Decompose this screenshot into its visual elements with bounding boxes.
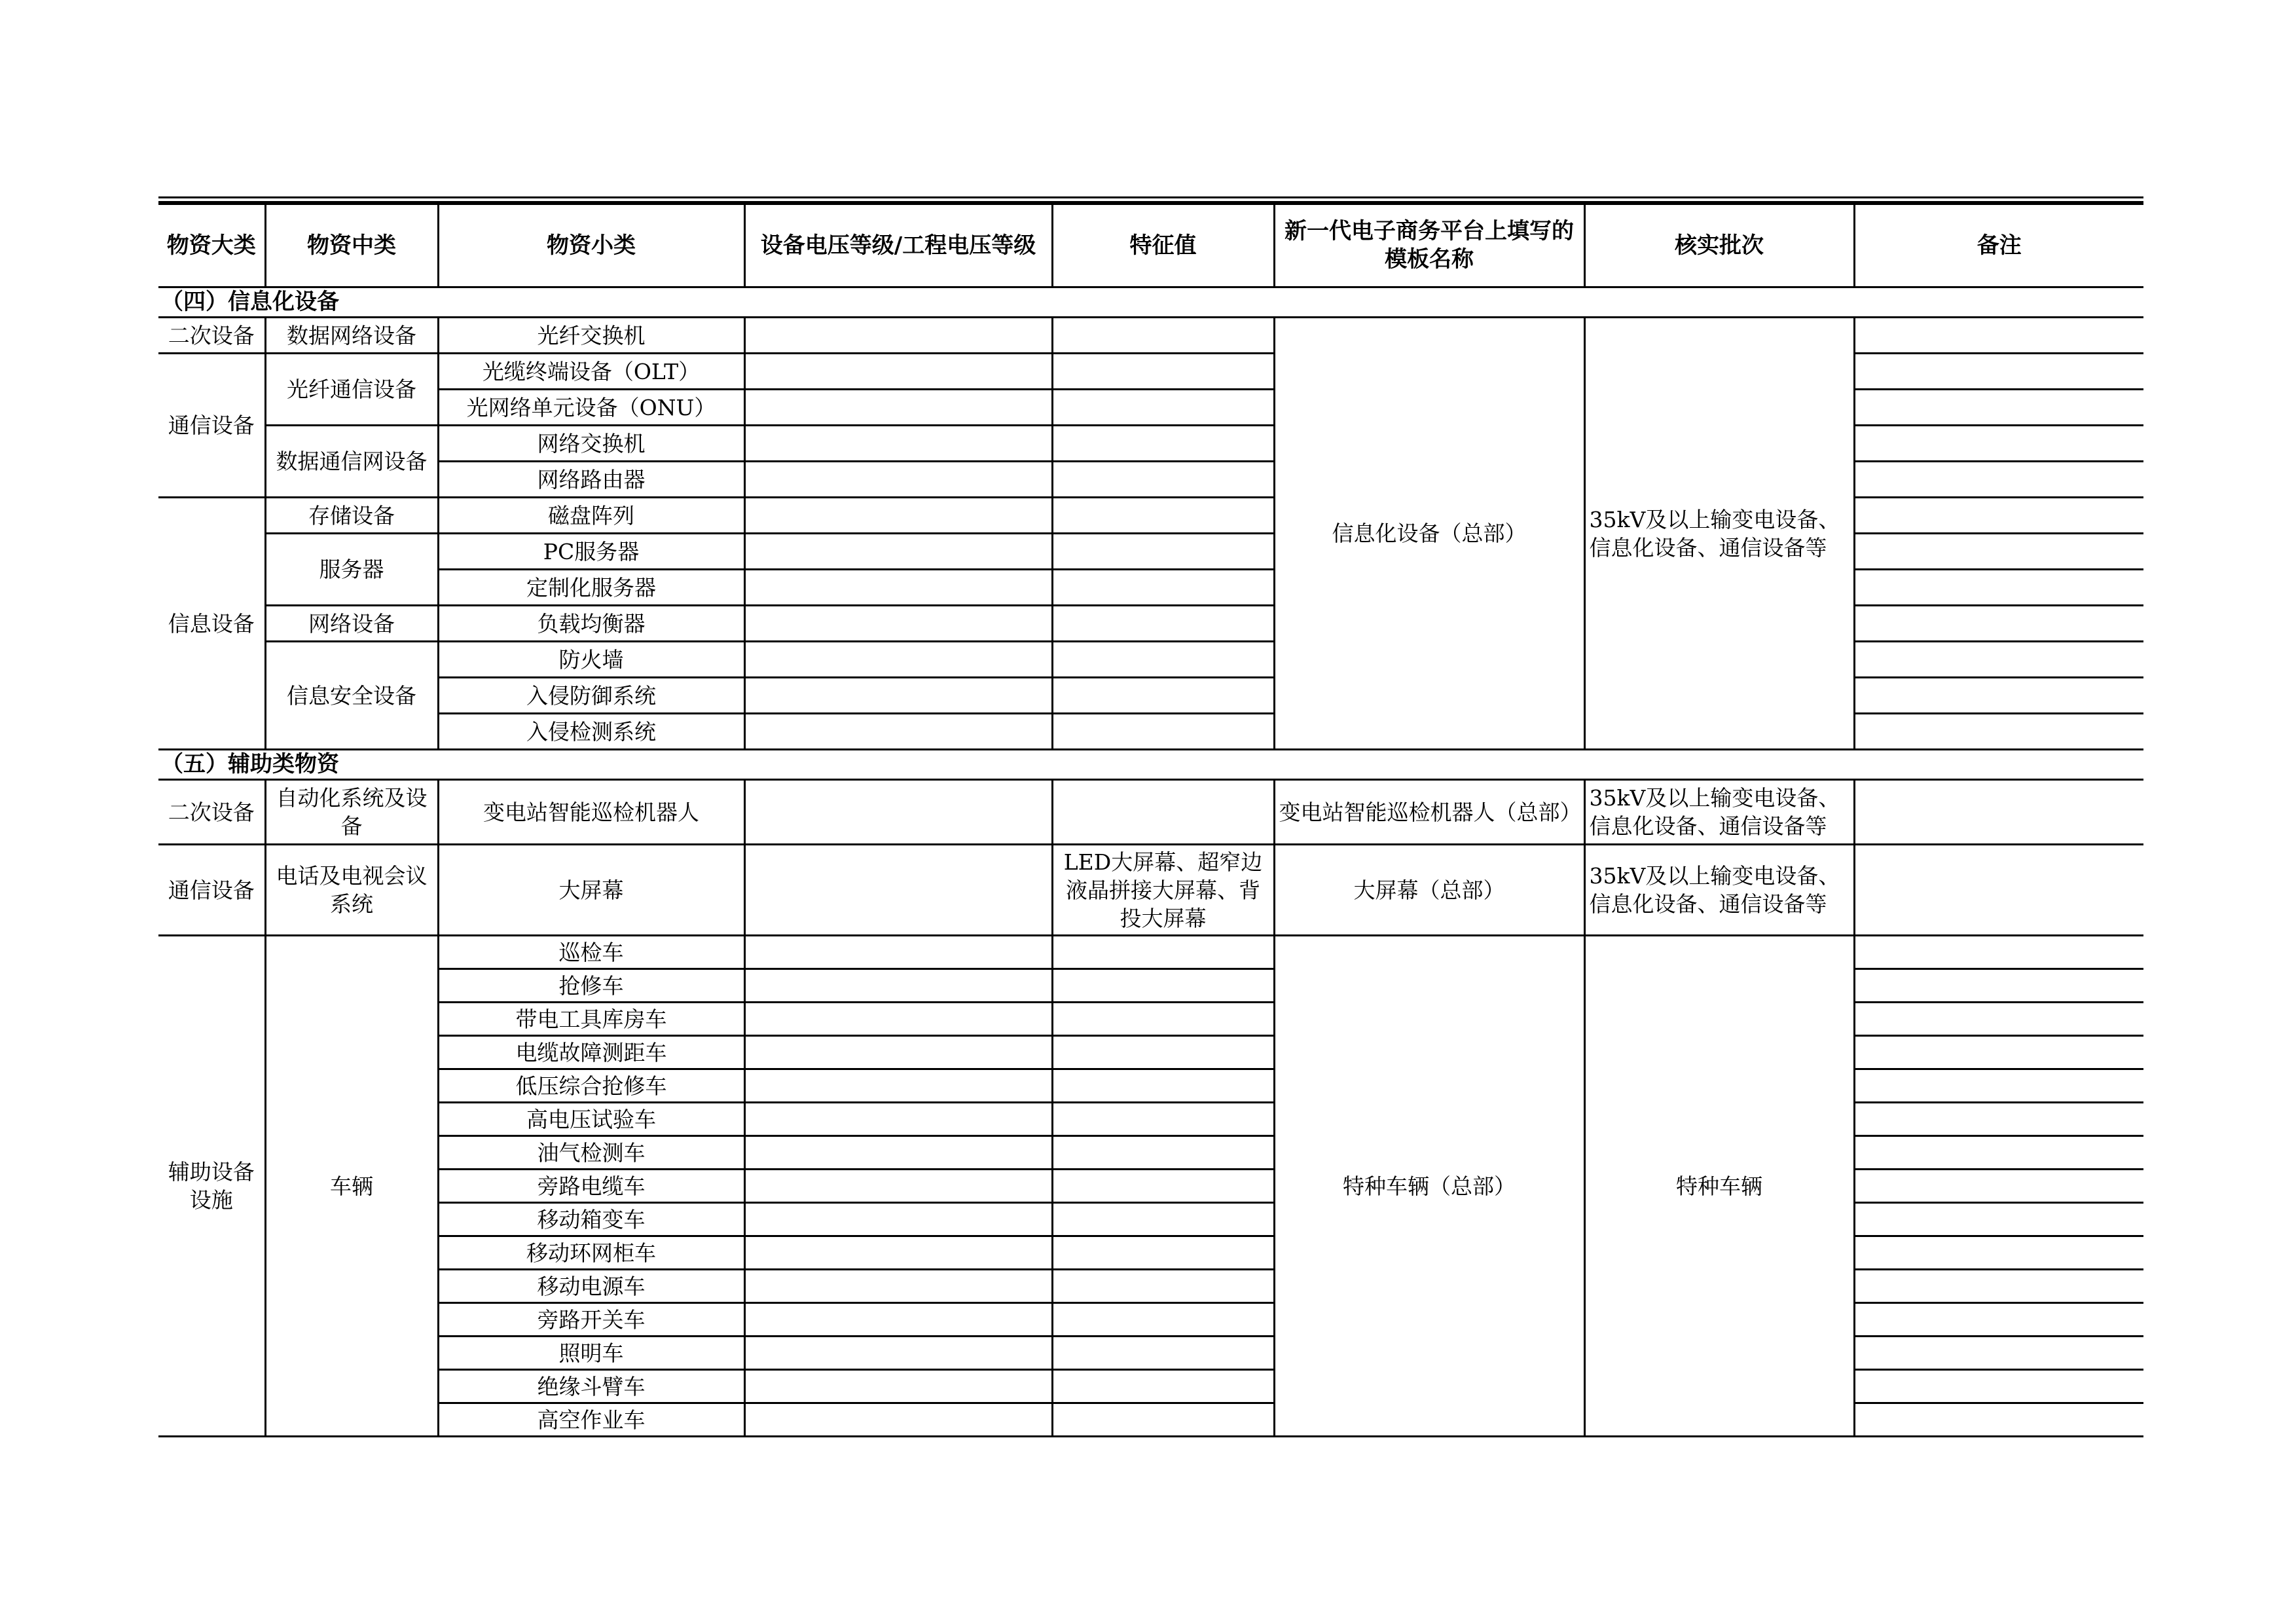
remark-cell[interactable] [1854, 1270, 2143, 1303]
minor-cell: 移动环网柜车 [438, 1236, 744, 1270]
section-title-5: （五）辅助类物资 [158, 750, 2143, 780]
major-cell: 辅助设备设施 [158, 936, 265, 1437]
remark-cell[interactable] [1854, 1136, 2143, 1170]
mid-cell: 存储设备 [265, 498, 438, 534]
template-cell: 信息化设备（总部） [1274, 318, 1584, 750]
template-cell: 特种车辆（总部） [1274, 936, 1584, 1437]
major-cell: 通信设备 [158, 845, 265, 936]
voltage-cell[interactable] [744, 498, 1052, 534]
mid-cell: 数据网络设备 [265, 318, 438, 354]
voltage-cell[interactable] [744, 1170, 1052, 1203]
batch-cell: 特种车辆 [1584, 936, 1854, 1437]
voltage-cell[interactable] [744, 936, 1052, 969]
voltage-cell[interactable] [744, 969, 1052, 1003]
remark-cell[interactable] [1854, 1036, 2143, 1069]
mid-cell: 车辆 [265, 936, 438, 1437]
remark-cell[interactable] [1854, 1003, 2143, 1036]
table-row [158, 845, 2143, 936]
feature-cell[interactable] [1052, 1103, 1274, 1136]
voltage-cell[interactable] [744, 1103, 1052, 1136]
voltage-cell[interactable] [744, 1036, 1052, 1069]
remark-cell[interactable] [1854, 1170, 2143, 1203]
header-voltage: 设备电压等级/工程电压等级 [744, 204, 1052, 287]
minor-cell: 带电工具库房车 [438, 1003, 744, 1036]
minor-cell: 大屏幕 [438, 845, 744, 936]
feature-cell[interactable] [1052, 1069, 1274, 1103]
minor-cell: 旁路开关车 [438, 1303, 744, 1337]
minor-cell: 移动箱变车 [438, 1203, 744, 1236]
minor-cell: 光缆终端设备（OLT） [438, 354, 744, 390]
minor-cell: 巡检车 [438, 936, 744, 969]
mid-cell: 数据通信网设备 [265, 426, 438, 498]
header-feature: 特征值 [1052, 204, 1274, 287]
remark-cell[interactable] [1854, 936, 2143, 969]
batch-cell: 35kV及以上输变电设备、信息化设备、通信设备等 [1584, 845, 1854, 936]
feature-cell[interactable] [1052, 642, 1274, 678]
section-row [158, 287, 2143, 318]
feature-cell[interactable] [1052, 1136, 1274, 1170]
voltage-cell[interactable] [744, 534, 1052, 570]
remark-cell[interactable] [1854, 1303, 2143, 1337]
minor-cell: 照明车 [438, 1337, 744, 1370]
feature-cell[interactable] [1052, 498, 1274, 534]
feature-cell[interactable] [1052, 714, 1274, 750]
voltage-cell[interactable] [744, 570, 1052, 606]
minor-cell: 防火墙 [438, 642, 744, 678]
feature-cell[interactable] [1052, 1170, 1274, 1203]
voltage-cell[interactable] [744, 1370, 1052, 1403]
feature-cell[interactable] [1052, 780, 1274, 845]
minor-cell: 网络路由器 [438, 462, 744, 498]
remark-cell[interactable] [1854, 426, 2143, 462]
material-table-sheet [158, 196, 2143, 1437]
minor-cell: 移动电源车 [438, 1270, 744, 1303]
mid-cell: 服务器 [265, 534, 438, 606]
major-cell: 二次设备 [158, 318, 265, 354]
minor-cell: 高空作业车 [438, 1403, 744, 1437]
voltage-cell[interactable] [744, 606, 1052, 642]
minor-cell: 入侵防御系统 [438, 678, 744, 714]
remark-cell[interactable] [1854, 1203, 2143, 1236]
feature-cell[interactable] [1052, 1036, 1274, 1069]
batch-cell: 35kV及以上输变电设备、信息化设备、通信设备等 [1584, 780, 1854, 845]
header-batch: 核实批次 [1584, 204, 1854, 287]
feature-cell[interactable] [1052, 1203, 1274, 1236]
minor-cell: 油气检测车 [438, 1136, 744, 1170]
voltage-cell[interactable] [744, 390, 1052, 426]
feature-cell[interactable] [1052, 606, 1274, 642]
remark-cell[interactable] [1854, 642, 2143, 678]
remark-cell[interactable] [1854, 570, 2143, 606]
mid-cell: 信息安全设备 [265, 642, 438, 750]
remark-cell[interactable] [1854, 969, 2143, 1003]
voltage-cell[interactable] [744, 1069, 1052, 1103]
header-major: 物资大类 [158, 204, 265, 287]
remark-cell[interactable] [1854, 606, 2143, 642]
remark-cell[interactable] [1854, 318, 2143, 354]
template-cell: 变电站智能巡检机器人（总部） [1274, 780, 1584, 845]
remark-cell[interactable] [1854, 390, 2143, 426]
header-minor: 物资小类 [438, 204, 744, 287]
feature-cell[interactable] [1052, 1003, 1274, 1036]
feature-cell[interactable] [1052, 318, 1274, 354]
feature-cell[interactable] [1052, 462, 1274, 498]
minor-cell: 电缆故障测距车 [438, 1036, 744, 1069]
feature-cell[interactable] [1052, 936, 1274, 969]
voltage-cell[interactable] [744, 1136, 1052, 1170]
minor-cell: 网络交换机 [438, 426, 744, 462]
voltage-cell[interactable] [744, 426, 1052, 462]
feature-cell[interactable] [1052, 1370, 1274, 1403]
voltage-cell[interactable] [744, 354, 1052, 390]
minor-cell: 定制化服务器 [438, 570, 744, 606]
remark-cell[interactable] [1854, 462, 2143, 498]
material-classification-table [158, 203, 2143, 1437]
mid-cell: 光纤通信设备 [265, 354, 438, 426]
section-title-4: （四）信息化设备 [158, 287, 2143, 318]
remark-cell[interactable] [1854, 1236, 2143, 1270]
voltage-cell[interactable] [744, 1203, 1052, 1236]
voltage-cell[interactable] [744, 678, 1052, 714]
voltage-cell[interactable] [744, 642, 1052, 678]
remark-cell[interactable] [1854, 1103, 2143, 1136]
remark-cell[interactable] [1854, 354, 2143, 390]
table-row [158, 318, 2143, 354]
minor-cell: 变电站智能巡检机器人 [438, 780, 744, 845]
feature-cell[interactable] [1052, 1403, 1274, 1437]
remark-cell[interactable] [1854, 1069, 2143, 1103]
batch-cell: 35kV及以上输变电设备、信息化设备、通信设备等 [1584, 318, 1854, 750]
feature-cell[interactable] [1052, 1337, 1274, 1370]
remark-cell[interactable] [1854, 714, 2143, 750]
feature-cell[interactable] [1052, 426, 1274, 462]
template-cell: 大屏幕（总部） [1274, 845, 1584, 936]
feature-cell[interactable] [1052, 969, 1274, 1003]
header-mid: 物资中类 [265, 204, 438, 287]
remark-cell[interactable] [1854, 678, 2143, 714]
minor-cell: 光纤交换机 [438, 318, 744, 354]
feature-cell[interactable] [1052, 1236, 1274, 1270]
minor-cell: 绝缘斗臂车 [438, 1370, 744, 1403]
minor-cell: 负载均衡器 [438, 606, 744, 642]
mid-cell: 电话及电视会议系统 [265, 845, 438, 936]
voltage-cell[interactable] [744, 1337, 1052, 1370]
voltage-cell[interactable] [744, 1270, 1052, 1303]
minor-cell: 低压综合抢修车 [438, 1069, 744, 1103]
remark-cell[interactable] [1854, 845, 2143, 936]
remark-cell[interactable] [1854, 498, 2143, 534]
minor-cell: PC服务器 [438, 534, 744, 570]
feature-cell[interactable] [1052, 534, 1274, 570]
remark-cell[interactable] [1854, 1370, 2143, 1403]
header-template: 新一代电子商务平台上填写的模板名称 [1274, 204, 1584, 287]
feature-cell[interactable] [1052, 354, 1274, 390]
feature-cell[interactable] [1052, 1303, 1274, 1337]
table-row [158, 780, 2143, 845]
feature-cell: LED大屏幕、超窄边液晶拼接大屏幕、背投大屏幕 [1052, 845, 1274, 936]
voltage-cell[interactable] [744, 318, 1052, 354]
voltage-cell[interactable] [744, 1403, 1052, 1437]
section-row [158, 750, 2143, 780]
table-row [158, 936, 2143, 969]
minor-cell: 光网络单元设备（ONU） [438, 390, 744, 426]
remark-cell[interactable] [1854, 534, 2143, 570]
remark-cell[interactable] [1854, 780, 2143, 845]
header-row [158, 204, 2143, 287]
feature-cell[interactable] [1052, 1270, 1274, 1303]
minor-cell: 旁路电缆车 [438, 1170, 744, 1203]
voltage-cell[interactable] [744, 462, 1052, 498]
mid-cell: 网络设备 [265, 606, 438, 642]
voltage-cell[interactable] [744, 780, 1052, 845]
feature-cell[interactable] [1052, 678, 1274, 714]
minor-cell: 高电压试验车 [438, 1103, 744, 1136]
remark-cell[interactable] [1854, 1403, 2143, 1437]
voltage-cell[interactable] [744, 1003, 1052, 1036]
mid-cell: 自动化系统及设备 [265, 780, 438, 845]
feature-cell[interactable] [1052, 390, 1274, 426]
voltage-cell[interactable] [744, 845, 1052, 936]
voltage-cell[interactable] [744, 714, 1052, 750]
major-cell: 通信设备 [158, 354, 265, 498]
minor-cell: 抢修车 [438, 969, 744, 1003]
feature-cell[interactable] [1052, 570, 1274, 606]
minor-cell: 磁盘阵列 [438, 498, 744, 534]
minor-cell: 入侵检测系统 [438, 714, 744, 750]
remark-cell[interactable] [1854, 1337, 2143, 1370]
major-cell: 二次设备 [158, 780, 265, 845]
major-cell: 信息设备 [158, 498, 265, 750]
header-remark: 备注 [1854, 204, 2143, 287]
voltage-cell[interactable] [744, 1303, 1052, 1337]
voltage-cell[interactable] [744, 1236, 1052, 1270]
